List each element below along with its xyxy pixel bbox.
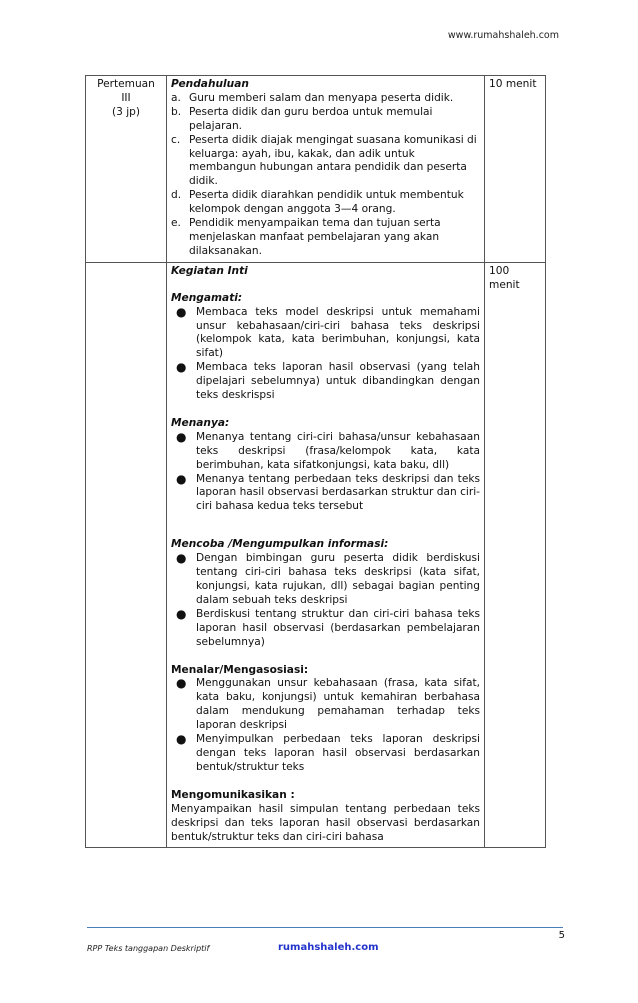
list-item: [171, 677, 480, 733]
intro-activity-cell: [167, 76, 485, 263]
list-item: [171, 361, 480, 403]
list-item: [171, 92, 480, 106]
observe-heading: Mengamati:: [171, 291, 243, 304]
item-letter: c.: [171, 133, 181, 146]
footer-doc-title: RPP Teks tanggapan Deskriptif: [87, 944, 210, 953]
item-text: Dengan bimbingan guru peserta didik berdiskusi tentang ciri-ciri bahasa teks deskripsi (kata sifat, konjungsi, kata rujukan, dll) sebagai bagian penting dalam sebuah teks deskripsi: [196, 552, 480, 606]
meeting-label: Pertemuan: [97, 78, 155, 90]
communicate-heading: Mengomunikasikan :: [171, 788, 295, 801]
intro-heading: Pendahuluan: [171, 78, 249, 90]
meeting-cell: [86, 76, 167, 263]
footer-site: rumahshaleh.com: [278, 942, 379, 953]
list-item: [171, 431, 480, 473]
core-activity-cell: [167, 262, 485, 848]
intro-time-cell: [485, 76, 546, 263]
bullet-icon: ●: [176, 676, 187, 691]
page-number: 5: [558, 930, 565, 941]
try-list: [171, 552, 480, 649]
item-text: Menanya tentang perbedaan teks deskripsi dan teks laporan hasil observasi berdasarkan struktur dan ciri-ciri bahasa kedua teks tersebut: [196, 472, 480, 513]
list-item: [171, 473, 480, 515]
item-text: Peserta didik diarahkan pendidik untuk membentuk kelompok dengan anggota 3—4 orang.: [189, 189, 464, 216]
bullet-icon: ●: [176, 471, 187, 486]
bullet-icon: ●: [176, 360, 187, 375]
item-text: Menyimpulkan perbedaan teks laporan deskripsi dengan teks laporan hasil observasi berdasarkan bentuk/struktur teks: [196, 733, 480, 773]
item-text: Pendidik menyampaikan tema dan tujuan serta menjelaskan manfaat pembelajaran yang akan dilaksanakan.: [189, 217, 441, 257]
item-text: Berdiskusi tentang struktur dan ciri-ciri bahasa teks laporan hasil observasi (berdasarkan pembelajaran sebelumnya): [196, 607, 480, 648]
item-text: Guru memberi salam dan menyapa peserta didik.: [189, 91, 454, 104]
list-item: [171, 189, 480, 217]
intro-time: 10 menit: [489, 78, 537, 90]
list-item: [171, 733, 480, 775]
bullet-icon: ●: [176, 551, 187, 566]
item-text: Peserta didik diajak mengingat suasana komunikasi di keluarga: ayah, ibu, kakak, dan adik untuk membangun hubungan antara pendidik dan peserta didik.: [189, 133, 477, 188]
communicate-text: Menyampaikan hasil simpulan tentang perbedaan teks deskripsi dan teks laporan hasil observasi berdasarkan bentuk/struktur teks dan ciri-ciri bahasa: [171, 802, 480, 843]
observe-list: [171, 306, 480, 403]
meeting-duration: (3 jp): [111, 105, 141, 118]
item-letter: b.: [171, 105, 182, 118]
item-text: Membaca teks model deskripsi untuk memahami unsur kebahasaan/ciri-ciri bahasa teks deskripsi (kelompok kata, kata berimbuhan, konjungsi, kata sifat): [196, 305, 480, 360]
ask-list: [171, 431, 480, 514]
reason-heading: Menalar/Mengasosiasi:: [171, 663, 309, 676]
list-item: [171, 552, 480, 608]
item-letter: e.: [171, 217, 181, 230]
table-row-intro: [86, 76, 546, 263]
item-text: Menggunakan unsur kebahasaan (frasa, kata sifat, kata baku, konjungsi) untuk kemahiran berbahasa dalam mendukung pemahaman terhadap teks laporan deskripsi: [196, 677, 480, 732]
list-item: [171, 106, 480, 134]
bullet-icon: ●: [176, 304, 187, 319]
item-letter: a.: [171, 91, 181, 104]
bullet-icon: ●: [176, 429, 187, 444]
intro-list: [171, 92, 480, 259]
table-row-core: [86, 262, 546, 848]
core-heading: Kegiatan Inti: [171, 264, 248, 277]
list-item: [171, 134, 480, 190]
list-item: [171, 306, 480, 362]
meeting-number: III: [121, 91, 131, 104]
item-letter: d.: [171, 189, 182, 202]
core-time-cell: [485, 262, 546, 848]
lesson-plan-table: [85, 75, 546, 848]
empty-meeting-cell: [86, 262, 167, 848]
reason-list: [171, 677, 480, 774]
item-text: Menanya tentang ciri-ciri bahasa/unsur kebahasaan teks deskripsi (frasa/kelompok kata, kata berimbuhan, kata sifatkonjungsi, kata baku, dll): [196, 430, 480, 471]
list-item: [171, 608, 480, 650]
bullet-icon: ●: [176, 606, 187, 621]
item-text: Membaca teks laporan hasil observasi (yang telah dipelajari sebelumnya) untuk dibandingkan dengan teks deskrispsi: [196, 361, 480, 402]
core-time: 100 menit: [489, 264, 520, 291]
footer-divider: [87, 927, 563, 928]
try-heading: Mencoba /Mengumpulkan informasi:: [171, 538, 389, 551]
list-item: [171, 217, 480, 259]
bullet-icon: ●: [176, 732, 187, 747]
ask-heading: Menanya:: [171, 416, 230, 429]
header-site-url: www.rumahshaleh.com: [447, 30, 559, 41]
item-text: Peserta didik dan guru berdoa untuk memulai pelajaran.: [189, 105, 433, 132]
